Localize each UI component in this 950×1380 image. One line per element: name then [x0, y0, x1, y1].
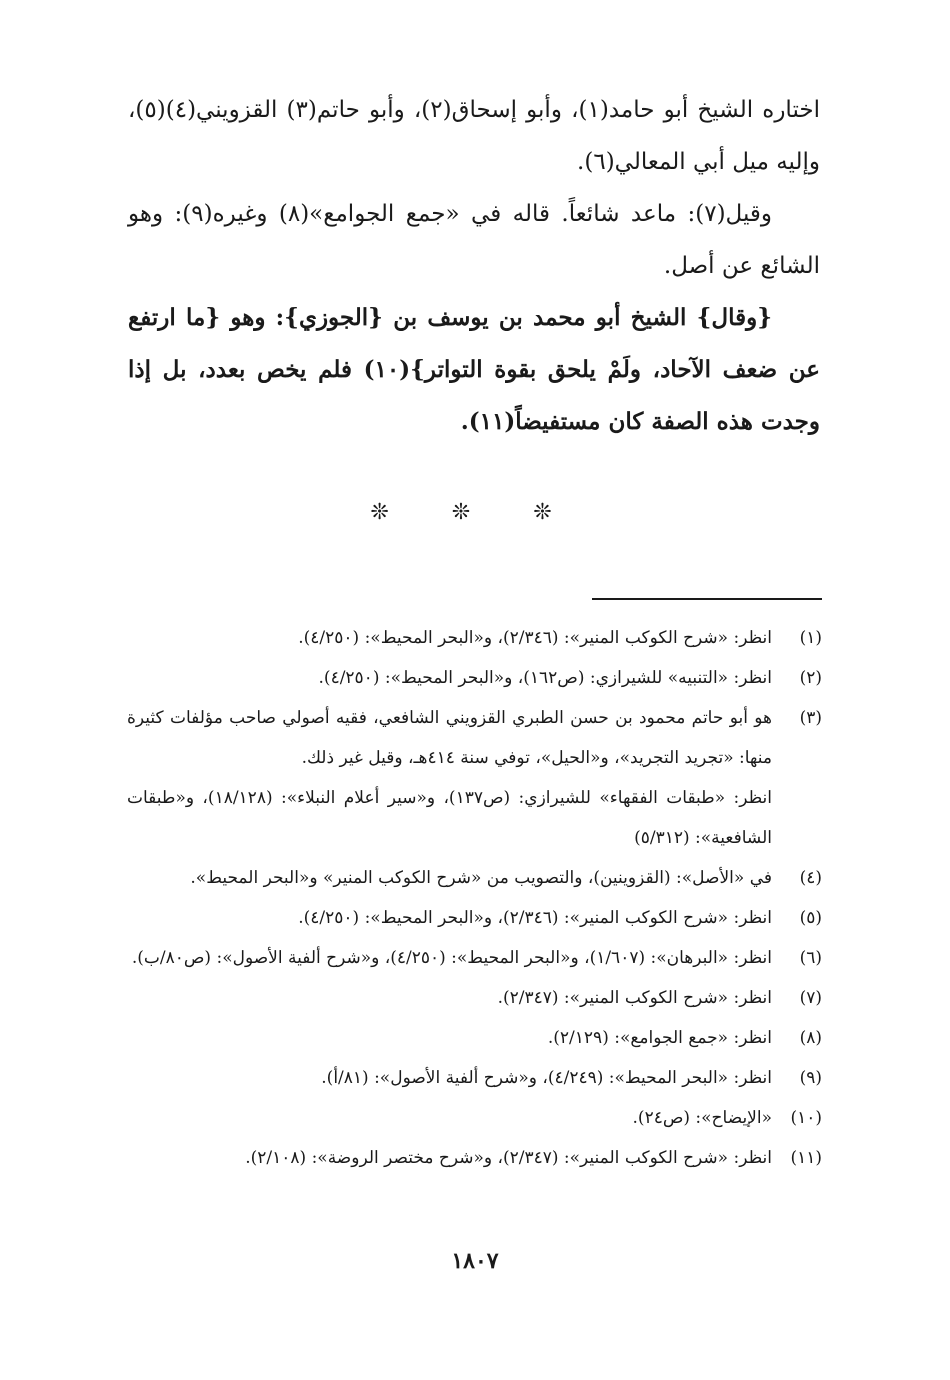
footnote-5	[127, 898, 822, 938]
footnote-number: (٤)	[799, 868, 822, 888]
footnote-number: (٣)	[799, 708, 822, 728]
footnote-separator	[592, 598, 822, 600]
footnote-7	[127, 978, 822, 1018]
footnote-number: (١١)	[790, 1148, 822, 1168]
footnote-text: انظر: «شرح الكوكب المنير»: (٢/٣٤٦)، و«البحر المحيط»: (٤/٢٥٠).	[298, 628, 772, 648]
footnote-text: انظر: «شرح الكوكب المنير»: (٢/٣٤٧)، و«شرح مختصر الروضة»: (٢/١٠٨).	[245, 1148, 772, 1168]
footnote-3	[127, 698, 822, 858]
footnote-number: (٢)	[799, 668, 822, 688]
footnote-4	[127, 858, 822, 898]
footnote-2	[127, 658, 822, 698]
paragraph-2: وقيل(٧): ماعد شائعاً. قاله في «جمع الجوامع»(٨) وغيره(٩): وهو الشائع عن أصل.	[128, 201, 820, 279]
footnote-11	[127, 1138, 822, 1178]
footnote-number: (٦)	[799, 948, 822, 968]
footnote-9	[127, 1058, 822, 1098]
footnote-number: (١٠)	[790, 1108, 822, 1128]
footnote-number: (١)	[799, 628, 822, 648]
footnote-text: انظر: «البرهان»: (١/٦٠٧)، و«البحر المحيط»: (٤/٢٥٠)، و«شرح ألفية الأصول»: (ص٨٠/ب).	[131, 948, 772, 968]
footnote-text: انظر: «شرح الكوكب المنير»: (٢/٣٤٧).	[497, 988, 772, 1008]
footnote-text: انظر: «التنبيه» للشيرازي: (ص١٦٢)، و«البحر المحيط»: (٤/٢٥٠).	[318, 668, 772, 688]
footnote-number: (٩)	[799, 1068, 822, 1088]
paragraph-3: {وقال} الشيخ أبو محمد بن يوسف بن {الجوزي}: وهو {ما ارتفع عن ضعف الآحاد، ولَمْ يلحق بقوة التواتر}(١٠) فلم يخص بعدد، بل إذا وجدت هذه الصفة كان مستفيضاً(١١).	[128, 304, 820, 435]
footnote-text: انظر: «جمع الجوامع»: (٢/١٢٩).	[547, 1028, 772, 1048]
footnote-text	[127, 698, 772, 858]
footnote-8	[127, 1018, 822, 1058]
footnote-number: (٥)	[799, 908, 822, 928]
footnote-1	[127, 618, 822, 658]
footnote-6	[127, 938, 822, 978]
footnote-3-sources: انظر: «طبقات الفقهاء» للشيرازي: (ص١٣٧)، و«سير أعلام النبلاء»: (١٨/١٢٨)، و«طبقات الشافعية»: (٥/٣١٢)	[127, 788, 772, 848]
paragraph-1: اختاره الشيخ أبو حامد(١)، وأبو إسحاق(٢)، وأبو حاتم(٣) القزويني(٤)(٥)، وإليه ميل أبي المعالي(٦).	[128, 97, 820, 175]
footnote-number: (٧)	[799, 988, 822, 1008]
page-number: ١٨٠٧	[451, 1248, 499, 1274]
footnote-number: (٨)	[799, 1028, 822, 1048]
footnotes-list	[127, 618, 822, 1178]
footnote-3-biography: هو أبو حاتم محمود بن حسن الطبري القزويني الشافعي، فقيه أصولي صاحب مؤلفات كثيرة منها: «تجريد التجريد»، و«الحيل»، توفي سنة ٤١٤هـ، وقيل غير ذلك.	[127, 708, 772, 768]
section-ornament: ❊ ❊ ❊	[370, 500, 580, 525]
footnote-text: في «الأصل»: (القزوينين)، والتصويب من «شرح الكوكب المنير» و«البحر المحيط».	[190, 868, 772, 888]
main-text-block	[128, 84, 820, 448]
footnote-10	[127, 1098, 822, 1138]
footnote-text: انظر: «شرح الكوكب المنير»: (٢/٣٤٦)، و«البحر المحيط»: (٤/٢٥٠).	[298, 908, 772, 928]
footnote-text: انظر: «البحر المحيط»: (٤/٢٤٩)، و«شرح ألفية الأصول»: (٨١/أ).	[321, 1068, 772, 1088]
footnote-text: «الإيضاح»: (ص٢٤).	[632, 1108, 772, 1128]
